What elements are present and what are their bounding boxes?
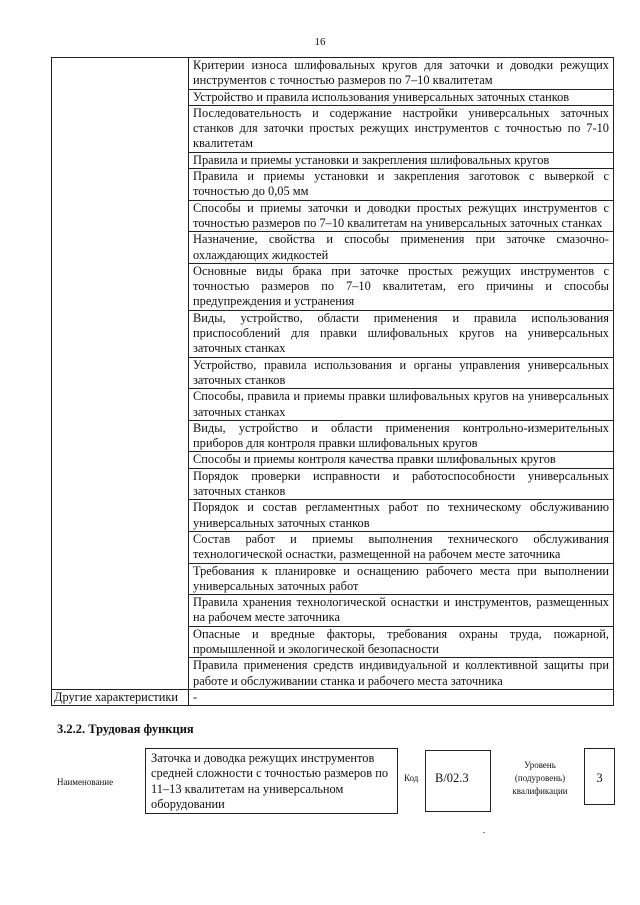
level-box: 3 [584, 748, 615, 805]
knowledge-item: Виды, устройство и области применения контрольно-измерительных приборов для контроля правки шлифовальных кругов [189, 420, 614, 452]
level-label-line-3: квалификации [512, 786, 568, 796]
other-characteristics-value: - [189, 689, 614, 705]
knowledge-item: Состав работ и приемы выполнения технического обслуживания технологической оснастки, размещенной на рабочем месте заточника [189, 531, 614, 563]
name-label: Наименование [57, 777, 114, 787]
code-box: B/02.3 [425, 750, 491, 812]
scan-speck [483, 832, 485, 833]
knowledge-item: Требования к планировке и оснащению рабочего места при выполнении универсальных заточных работ [189, 563, 614, 595]
page-number: 16 [314, 36, 326, 48]
knowledge-item: Опасные и вредные факторы, требования охраны труда, пожарной, промышленной и экологической безопасности [189, 626, 614, 658]
level-label [500, 759, 580, 798]
knowledge-item: Устройство, правила использования и органы управления универсальных заточных станков [189, 357, 614, 389]
knowledge-item: Последовательность и содержание настройки универсальных заточных станков для заточки простых режущих инструментов с точностью по 7-10 квалитетам [189, 105, 614, 152]
knowledge-item: Правила хранения технологической оснастки и инструментов, размещенных на рабочем месте заточника [189, 595, 614, 627]
level-label-line-2: (подуровень) [514, 773, 566, 783]
row-header-cell [52, 58, 189, 690]
knowledge-item: Правила и приемы установки и закрепления шлифовальных кругов [189, 152, 614, 168]
knowledge-item: Виды, устройство, области применения и правила использования приспособлений для правки шлифовальных кругов на универсальных заточных станках [189, 310, 614, 357]
table-row [52, 689, 614, 705]
knowledge-item: Назначение, свойства и способы применения при заточке смазочно-охлаждающих жидкостей [189, 232, 614, 264]
knowledge-item: Способы и приемы заточки и доводки простых режущих инструментов с точностью размеров по 7–10 квалитетам на универсальных заточных станках [189, 200, 614, 232]
knowledge-table [51, 57, 614, 706]
section-title: 3.2.2. Трудовая функция [57, 722, 194, 736]
knowledge-item: Правила применения средств индивидуальной и коллективной защиты при работе и обслуживании станка и рабочего места заточника [189, 658, 614, 690]
code-label: Код [404, 773, 419, 783]
knowledge-item: Способы, правила и приемы правки шлифовальных кругов на универсальных заточных станках [189, 389, 614, 421]
knowledge-item: Правила и приемы установки и закрепления заготовок с выверкой с точностью до 0,05 мм [189, 169, 614, 201]
knowledge-item: Порядок проверки исправности и работоспособности универсальных заточных станков [189, 468, 614, 500]
function-name-box: Заточка и доводка режущих инструментов средней сложности с точностью размеров по 11–13 квалитетам на универсальном оборудовании [145, 748, 398, 814]
knowledge-item: Основные виды брака при заточке простых режущих инструментов с точностью размеров по 7–10 квалитетам, его причины и способы предупреждения и устранения [189, 263, 614, 310]
knowledge-item: Устройство и правила использования универсальных заточных станков [189, 89, 614, 105]
table-row [52, 58, 614, 90]
knowledge-item: Критерии износа шлифовальных кругов для заточки и доводки режущих инструментов с точностью размеров по 7–10 квалитетам [189, 58, 614, 90]
knowledge-item: Порядок и состав регламентных работ по техническому обслуживанию универсальных заточных станков [189, 500, 614, 532]
other-characteristics-label: Другие характеристики [52, 689, 189, 705]
level-label-line-1: Уровень [524, 760, 556, 770]
knowledge-item: Способы и приемы контроля качества правки шлифовальных кругов [189, 452, 614, 468]
